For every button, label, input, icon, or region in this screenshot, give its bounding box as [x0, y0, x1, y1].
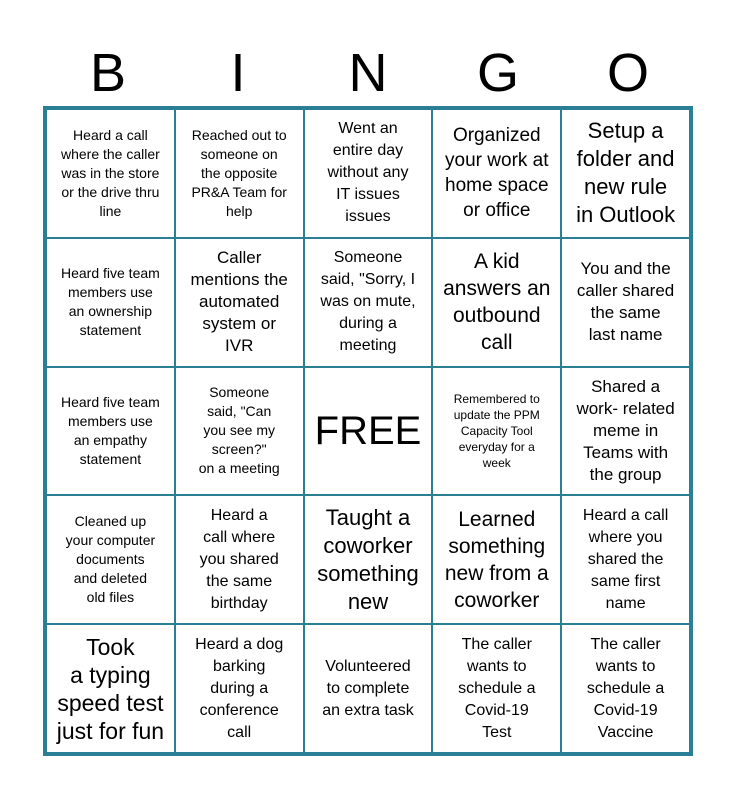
bingo-cell[interactable] — [46, 109, 175, 238]
bingo-cell[interactable] — [304, 495, 433, 624]
cell-text: Heard a call where you shared the same birthday — [199, 506, 279, 612]
bingo-header — [43, 40, 693, 106]
bingo-cell[interactable] — [304, 238, 433, 367]
cell-text: Heard five team members use an ownership statement — [60, 265, 160, 339]
bingo-cell[interactable] — [46, 495, 175, 624]
bingo-cell[interactable] — [46, 367, 175, 496]
header-letter-b: B — [89, 43, 127, 103]
cell-text: Someone said, "Can you see my screen?" on a meeting — [198, 384, 280, 477]
cell-text: You and the caller shared the same last name — [576, 259, 675, 345]
bingo-cell[interactable] — [432, 624, 561, 753]
cell-text: A kid answers an outbound call — [443, 250, 551, 355]
bingo-cell[interactable] — [304, 109, 433, 238]
bingo-cell[interactable] — [304, 624, 433, 753]
cell-text: Took a typing speed test just for fun — [56, 633, 165, 744]
bingo-cell[interactable] — [561, 238, 690, 367]
bingo-cell[interactable] — [46, 624, 175, 753]
bingo-card-grid — [43, 106, 693, 756]
bingo-cell[interactable] — [175, 109, 304, 238]
cell-text: Volunteered to complete an extra task — [322, 657, 414, 719]
cell-text: Heard a call where you shared the same first name — [582, 506, 669, 612]
cell-text: Went an entire day without any IT issues issues — [327, 120, 409, 226]
cell-text: Organized your work at home space or office — [445, 125, 549, 222]
free-space-text: FREE — [314, 408, 422, 453]
bingo-cell[interactable] — [561, 367, 690, 496]
cell-text: Remembered to update the PPM Capacity Tool everyday for a week — [453, 391, 540, 470]
cell-text: Heard five team members use an empathy statement — [60, 393, 160, 467]
bingo-cell[interactable] — [561, 624, 690, 753]
cell-text: Reached out to someone on the opposite PR&A Team for help — [191, 126, 287, 219]
bingo-cell[interactable] — [46, 238, 175, 367]
cell-text: Taught a coworker something new — [317, 504, 419, 614]
cell-text: Shared a work- related meme in Teams with the group — [576, 376, 675, 484]
cell-text: Cleaned up your computer documents and deleted old files — [65, 513, 156, 606]
bingo-cell[interactable] — [432, 109, 561, 238]
cell-text: Heard a dog barking during a conference call — [195, 635, 284, 741]
cell-text: Setup a folder and new rule in Outlook — [576, 118, 676, 228]
cell-text: Caller mentions the automated system or IVR — [190, 248, 288, 356]
bingo-cell[interactable] — [561, 109, 690, 238]
header-letter-n: N — [348, 43, 388, 103]
bingo-cell[interactable] — [175, 238, 304, 367]
cell-text: The caller wants to schedule a Covid-19 Vaccine — [586, 635, 665, 741]
header-letter-g: G — [476, 43, 519, 103]
bingo-cell[interactable] — [432, 367, 561, 496]
bingo-cell[interactable] — [432, 495, 561, 624]
cell-text: The caller wants to schedule a Covid-19 Test — [458, 635, 536, 741]
cell-text: Learned something new from a coworker — [444, 507, 549, 612]
cell-text: Heard a call where the caller was in the store or the drive thru line — [60, 126, 160, 219]
header-letter-i: I — [230, 43, 246, 103]
bingo-cell[interactable] — [432, 238, 561, 367]
bingo-cell[interactable] — [175, 624, 304, 753]
free-space-cell[interactable] — [304, 367, 433, 496]
cell-text: Someone said, "Sorry, I was on mute, during a meeting — [320, 249, 416, 355]
bingo-cell[interactable] — [175, 495, 304, 624]
bingo-cell[interactable] — [561, 495, 690, 624]
header-letter-o: O — [606, 43, 649, 103]
bingo-cell[interactable] — [175, 367, 304, 496]
